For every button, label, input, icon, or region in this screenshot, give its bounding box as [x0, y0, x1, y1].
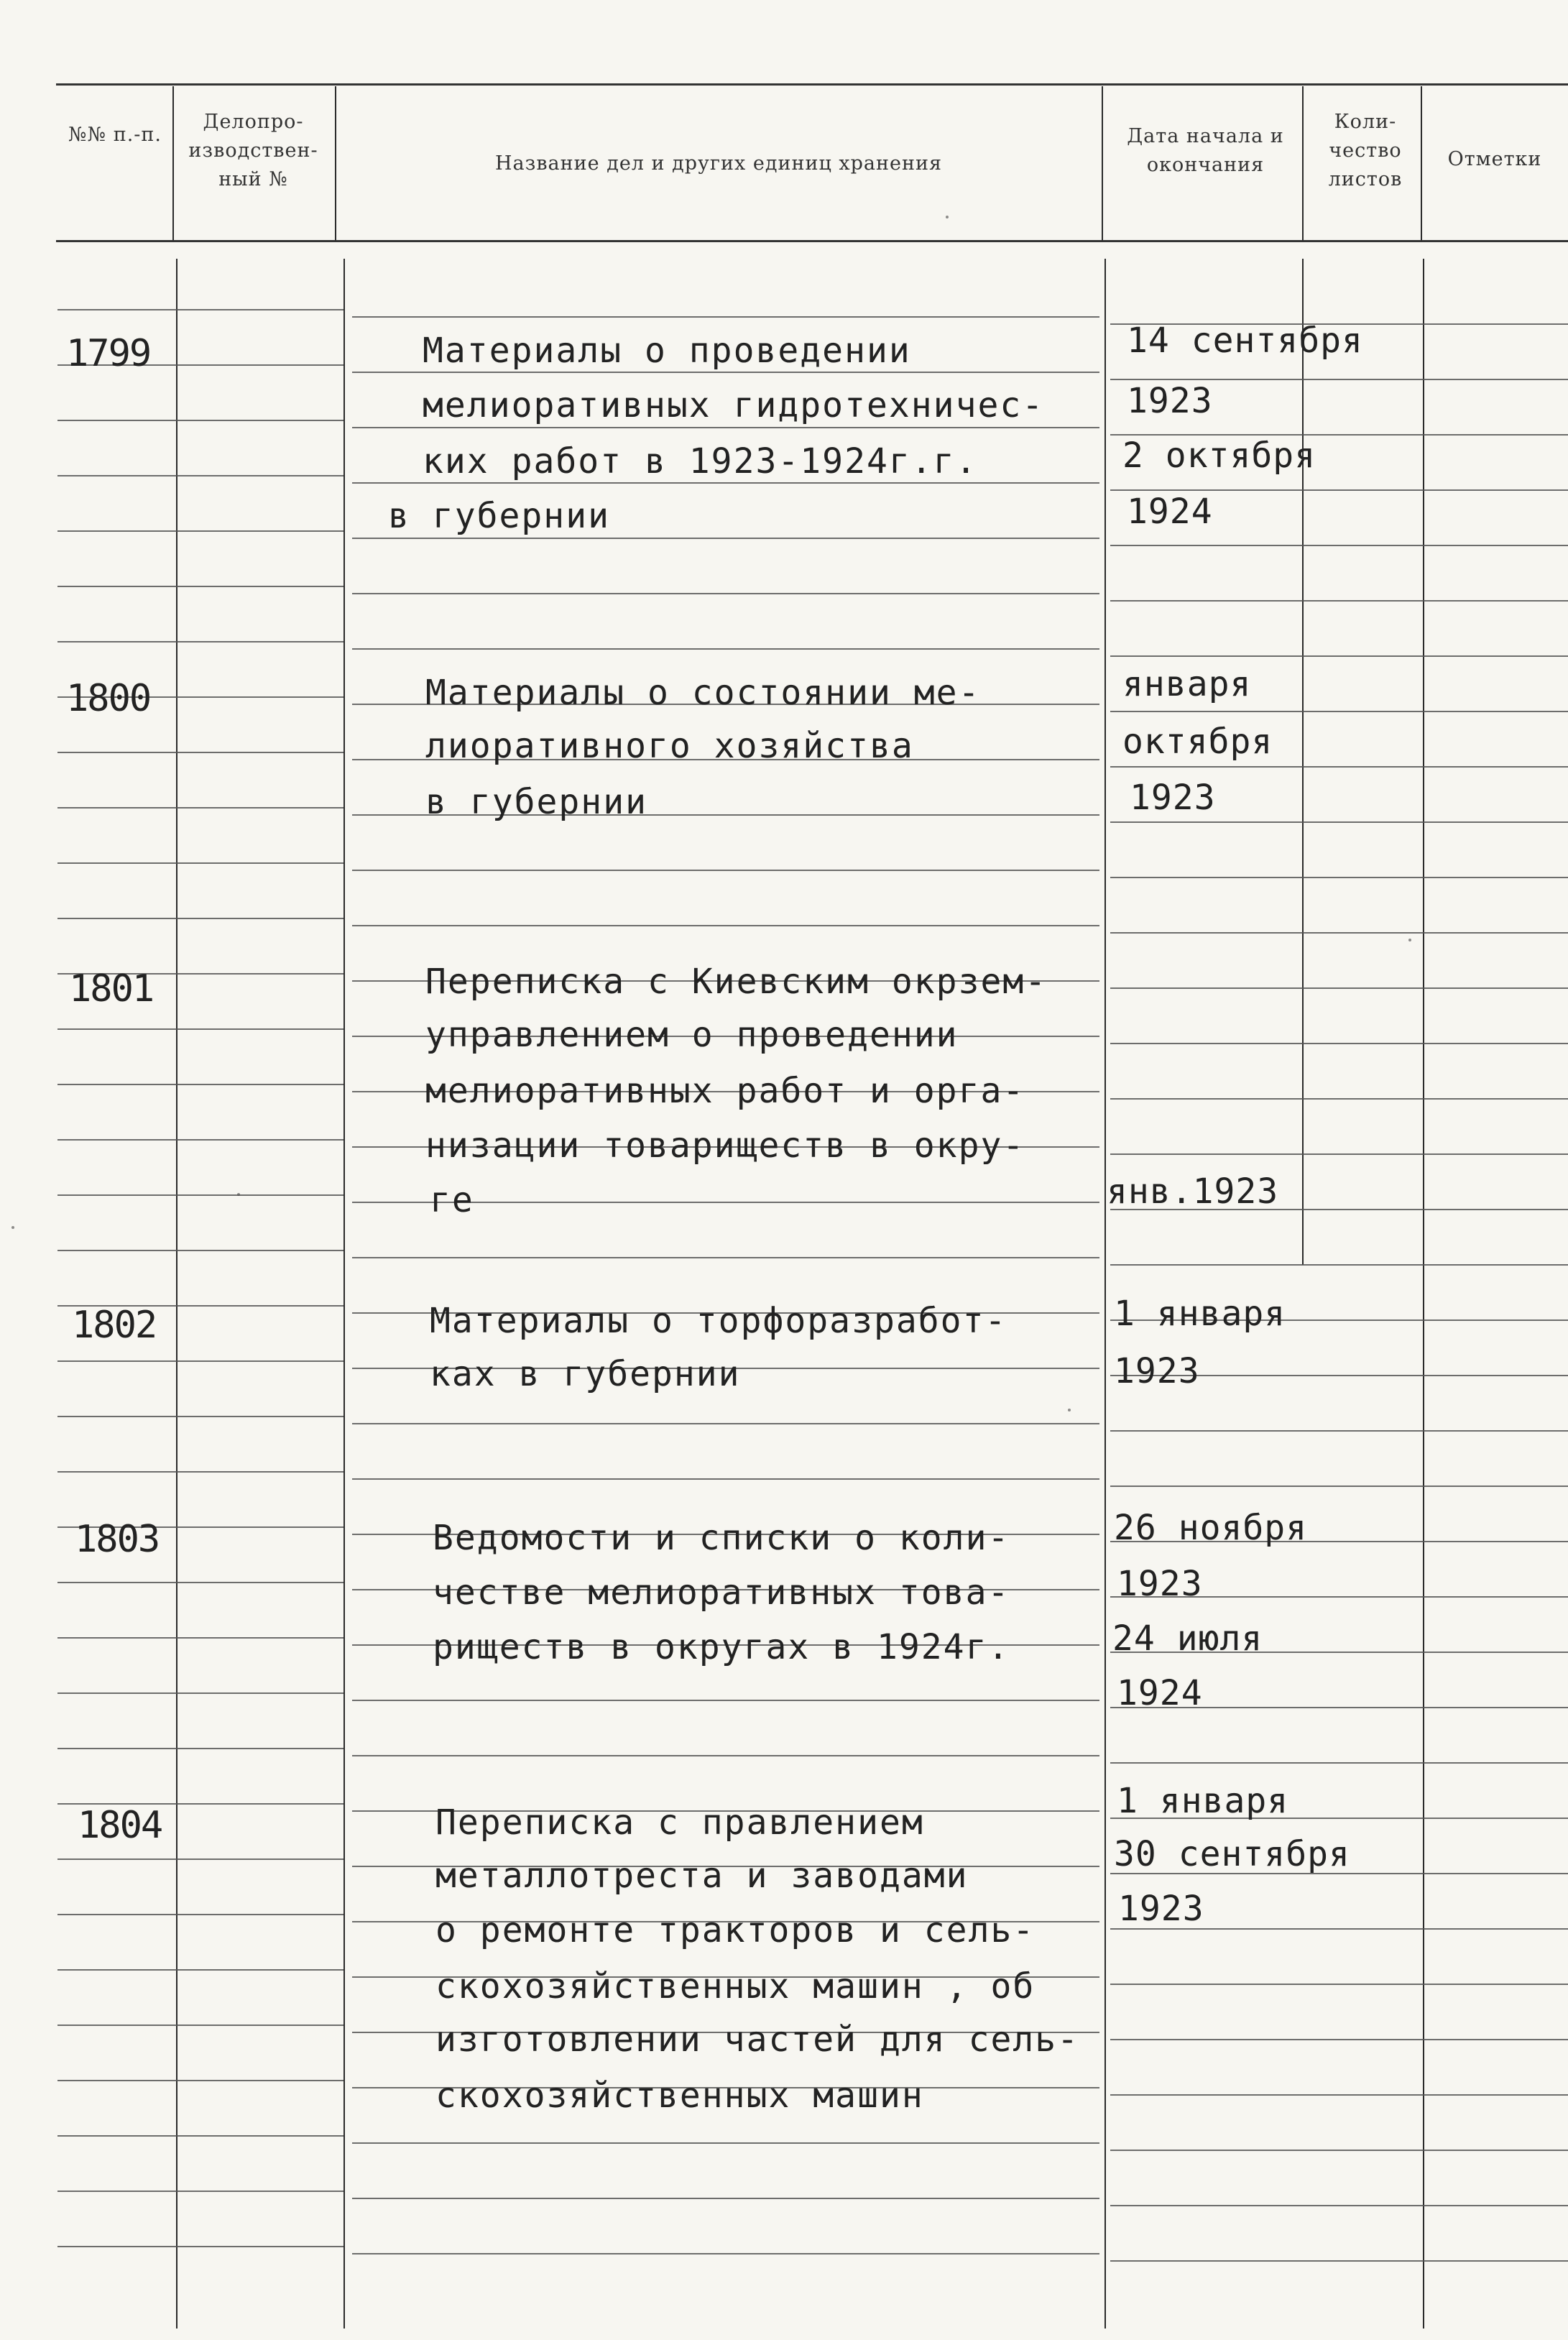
ruled-line	[1110, 711, 1568, 712]
entry-date-line: 1 января	[1117, 1781, 1289, 1821]
entry-title-line: ге	[430, 1180, 474, 1220]
entry-number: 1800	[66, 677, 151, 720]
ruled-line	[57, 1084, 343, 1085]
entry-title-line: Переписка с правлением	[435, 1802, 924, 1843]
entry-title-line: Материалы о торфоразработ-	[430, 1301, 1007, 1341]
scan-speck	[1408, 939, 1411, 941]
ruled-line	[352, 1423, 1099, 1424]
ruled-line	[1110, 2094, 1568, 2096]
entry-title-line: Материалы о состоянии ме-	[425, 673, 981, 713]
entry-title-line: мелиоративных работ и орга-	[425, 1071, 1025, 1111]
ruled-line	[57, 1637, 343, 1639]
ruled-line	[352, 1700, 1099, 1701]
header-col-rule	[1421, 86, 1422, 240]
entry-title-line: скохозяйственных машин , об	[435, 1966, 1036, 2007]
entry-date-line: 1924	[1127, 492, 1213, 532]
ruled-line	[352, 870, 1099, 871]
ruled-line	[352, 316, 1099, 318]
ruled-line	[57, 2080, 343, 2081]
scan-speck	[946, 216, 949, 218]
entry-number: 1801	[69, 967, 154, 1010]
body-col-rule	[343, 259, 345, 2329]
entry-title-line: низации товариществ в окру-	[425, 1125, 1025, 1166]
ruled-line	[1110, 2205, 1568, 2206]
ruled-line	[57, 1914, 343, 1915]
ruled-line	[352, 1755, 1099, 1756]
entry-date-line: октября	[1122, 722, 1273, 762]
ruled-line	[57, 1858, 343, 1860]
ruled-line	[57, 2135, 343, 2137]
body-col-rule	[176, 259, 177, 2329]
ruled-line	[1110, 877, 1568, 878]
ruled-line	[1110, 600, 1568, 602]
entry-date-line: 1923	[1117, 1564, 1203, 1604]
body-col-rule	[1423, 259, 1424, 2329]
entry-date-line: 26 ноября	[1114, 1508, 1308, 1548]
ruled-line	[352, 1478, 1099, 1480]
ruled-line	[1110, 2260, 1568, 2262]
entry-date-line: 14 сентября	[1127, 321, 1363, 361]
ruled-line	[57, 530, 343, 532]
header-col-rule	[1102, 86, 1103, 240]
header-notes: Отметки	[1447, 148, 1542, 170]
entry-date-line: 1 января	[1114, 1294, 1286, 1334]
entry-title-line: о ремонте тракторов и сель-	[435, 1910, 1036, 1950]
header-col-rule	[1302, 86, 1304, 240]
ruled-line	[57, 807, 343, 809]
entry-number: 1804	[78, 1804, 162, 1847]
header-bottom-rule	[56, 240, 1568, 242]
entry-title-line: Ведомости и списки о коли-	[433, 1518, 1010, 1558]
ruled-line	[352, 427, 1099, 428]
ruled-line	[1110, 1264, 1568, 1266]
ruled-line	[57, 2025, 343, 2026]
ruled-line	[1110, 1153, 1568, 1155]
entry-title-line: управлением о проведении	[425, 1015, 959, 1055]
ruled-line	[57, 862, 343, 864]
entry-number: 1802	[72, 1304, 157, 1347]
scan-speck	[11, 1226, 14, 1229]
body-col-rule	[1104, 259, 1106, 2329]
entry-date-line: 1924	[1117, 1673, 1203, 1713]
ruled-line	[1110, 1984, 1568, 1985]
entry-title-line: честве мелиоративных това-	[433, 1572, 1010, 1613]
ruled-line	[1110, 2150, 1568, 2151]
entry-title-line: лиоративного хозяйства	[425, 726, 914, 766]
entry-title-line: металлотреста и заводами	[435, 1856, 969, 1896]
entry-title-line: скохозяйственных машин	[435, 2076, 924, 2116]
ruled-line	[1110, 655, 1568, 657]
ruled-line	[352, 372, 1099, 373]
ruled-line	[57, 1250, 343, 1251]
ruled-line	[1110, 379, 1568, 380]
ruled-line	[1110, 489, 1568, 491]
entry-title-line: Переписка с Киевским окрзем-	[425, 962, 1048, 1002]
header-col-rule	[335, 86, 336, 240]
ruled-line	[352, 2253, 1099, 2254]
entry-date-line: 30 сентября	[1114, 1834, 1350, 1874]
ruled-line	[352, 1257, 1099, 1258]
ruled-line	[1110, 987, 1568, 989]
ruled-line	[1110, 1430, 1568, 1432]
ruled-line	[352, 925, 1099, 926]
ruled-line	[57, 1969, 343, 1971]
ruled-line	[352, 2198, 1099, 2199]
header-dates: Дата начала и окончания	[1127, 125, 1284, 176]
ruled-line	[57, 309, 343, 310]
scan-speck	[1068, 1409, 1071, 1411]
ruled-line	[57, 2191, 343, 2192]
ruled-line	[57, 918, 343, 919]
entry-title-line: в губернии	[425, 782, 647, 822]
entry-number: 1803	[75, 1518, 160, 1561]
ruled-line	[57, 1692, 343, 1694]
header-office-num: Делопро- изводствен- ный №	[188, 111, 318, 190]
entry-date-line: января	[1122, 664, 1252, 704]
entry-title-line: в губернии	[388, 496, 610, 536]
ruled-line	[1110, 932, 1568, 934]
entry-date-line: 1923	[1130, 778, 1216, 818]
body-col-rule	[1302, 259, 1304, 1265]
entry-title-line: Материалы о проведении	[423, 331, 911, 371]
ruled-line	[57, 1360, 343, 1362]
ruled-line	[57, 641, 343, 642]
ruled-line	[57, 1028, 343, 1030]
ruled-line	[57, 752, 343, 753]
header-title: Название дел и других единиц хранения	[494, 152, 943, 175]
entry-title-line: мелиоративных гидротехничес-	[423, 385, 1045, 425]
ruled-line	[1110, 545, 1568, 546]
header-num: №№ п.-п.	[68, 124, 162, 146]
ruled-line	[1110, 1098, 1568, 1100]
ruled-line	[1110, 2039, 1568, 2040]
ruled-line	[352, 593, 1099, 594]
header-sheets: Коли- чество листов	[1328, 111, 1403, 190]
ruled-line	[352, 648, 1099, 650]
ruled-line	[57, 1471, 343, 1473]
entry-title-line: ких работ в 1923-1924г.г.	[423, 441, 978, 482]
ruled-line	[57, 1582, 343, 1583]
ruled-line	[352, 482, 1099, 484]
entry-title-line: риществ в округах в 1924г.	[433, 1627, 1010, 1667]
ruled-line	[57, 1139, 343, 1141]
entry-date-line: янв.1923	[1107, 1171, 1279, 1212]
entry-date-line: 1923	[1114, 1351, 1200, 1391]
entry-date-line: 1923	[1118, 1889, 1204, 1929]
ruled-line	[57, 586, 343, 587]
ruled-line	[1110, 1485, 1568, 1487]
ruled-line	[57, 1194, 343, 1196]
ruled-line	[1110, 821, 1568, 823]
entry-date-line: 2 октября	[1122, 436, 1316, 476]
entry-date-line: 1923	[1127, 381, 1213, 421]
ruled-line	[57, 1416, 343, 1417]
ruled-line	[1110, 1762, 1568, 1764]
ruled-line	[1110, 766, 1568, 768]
entry-title-line: ках в губернии	[430, 1354, 741, 1394]
header-col-rule	[172, 86, 174, 240]
ruled-line	[57, 475, 343, 476]
entry-number: 1799	[66, 332, 151, 375]
ruled-line	[57, 1748, 343, 1749]
entry-title-line: изготовлении частей для сель-	[435, 2019, 1080, 2060]
ruled-line	[57, 420, 343, 421]
ruled-line	[352, 538, 1099, 539]
ruled-line	[352, 2142, 1099, 2144]
scan-speck	[237, 1193, 240, 1196]
entry-date-line: 24 июля	[1112, 1618, 1263, 1659]
ruled-line	[1110, 1043, 1568, 1044]
header-top-rule	[56, 83, 1568, 86]
ruled-line	[57, 2246, 343, 2247]
